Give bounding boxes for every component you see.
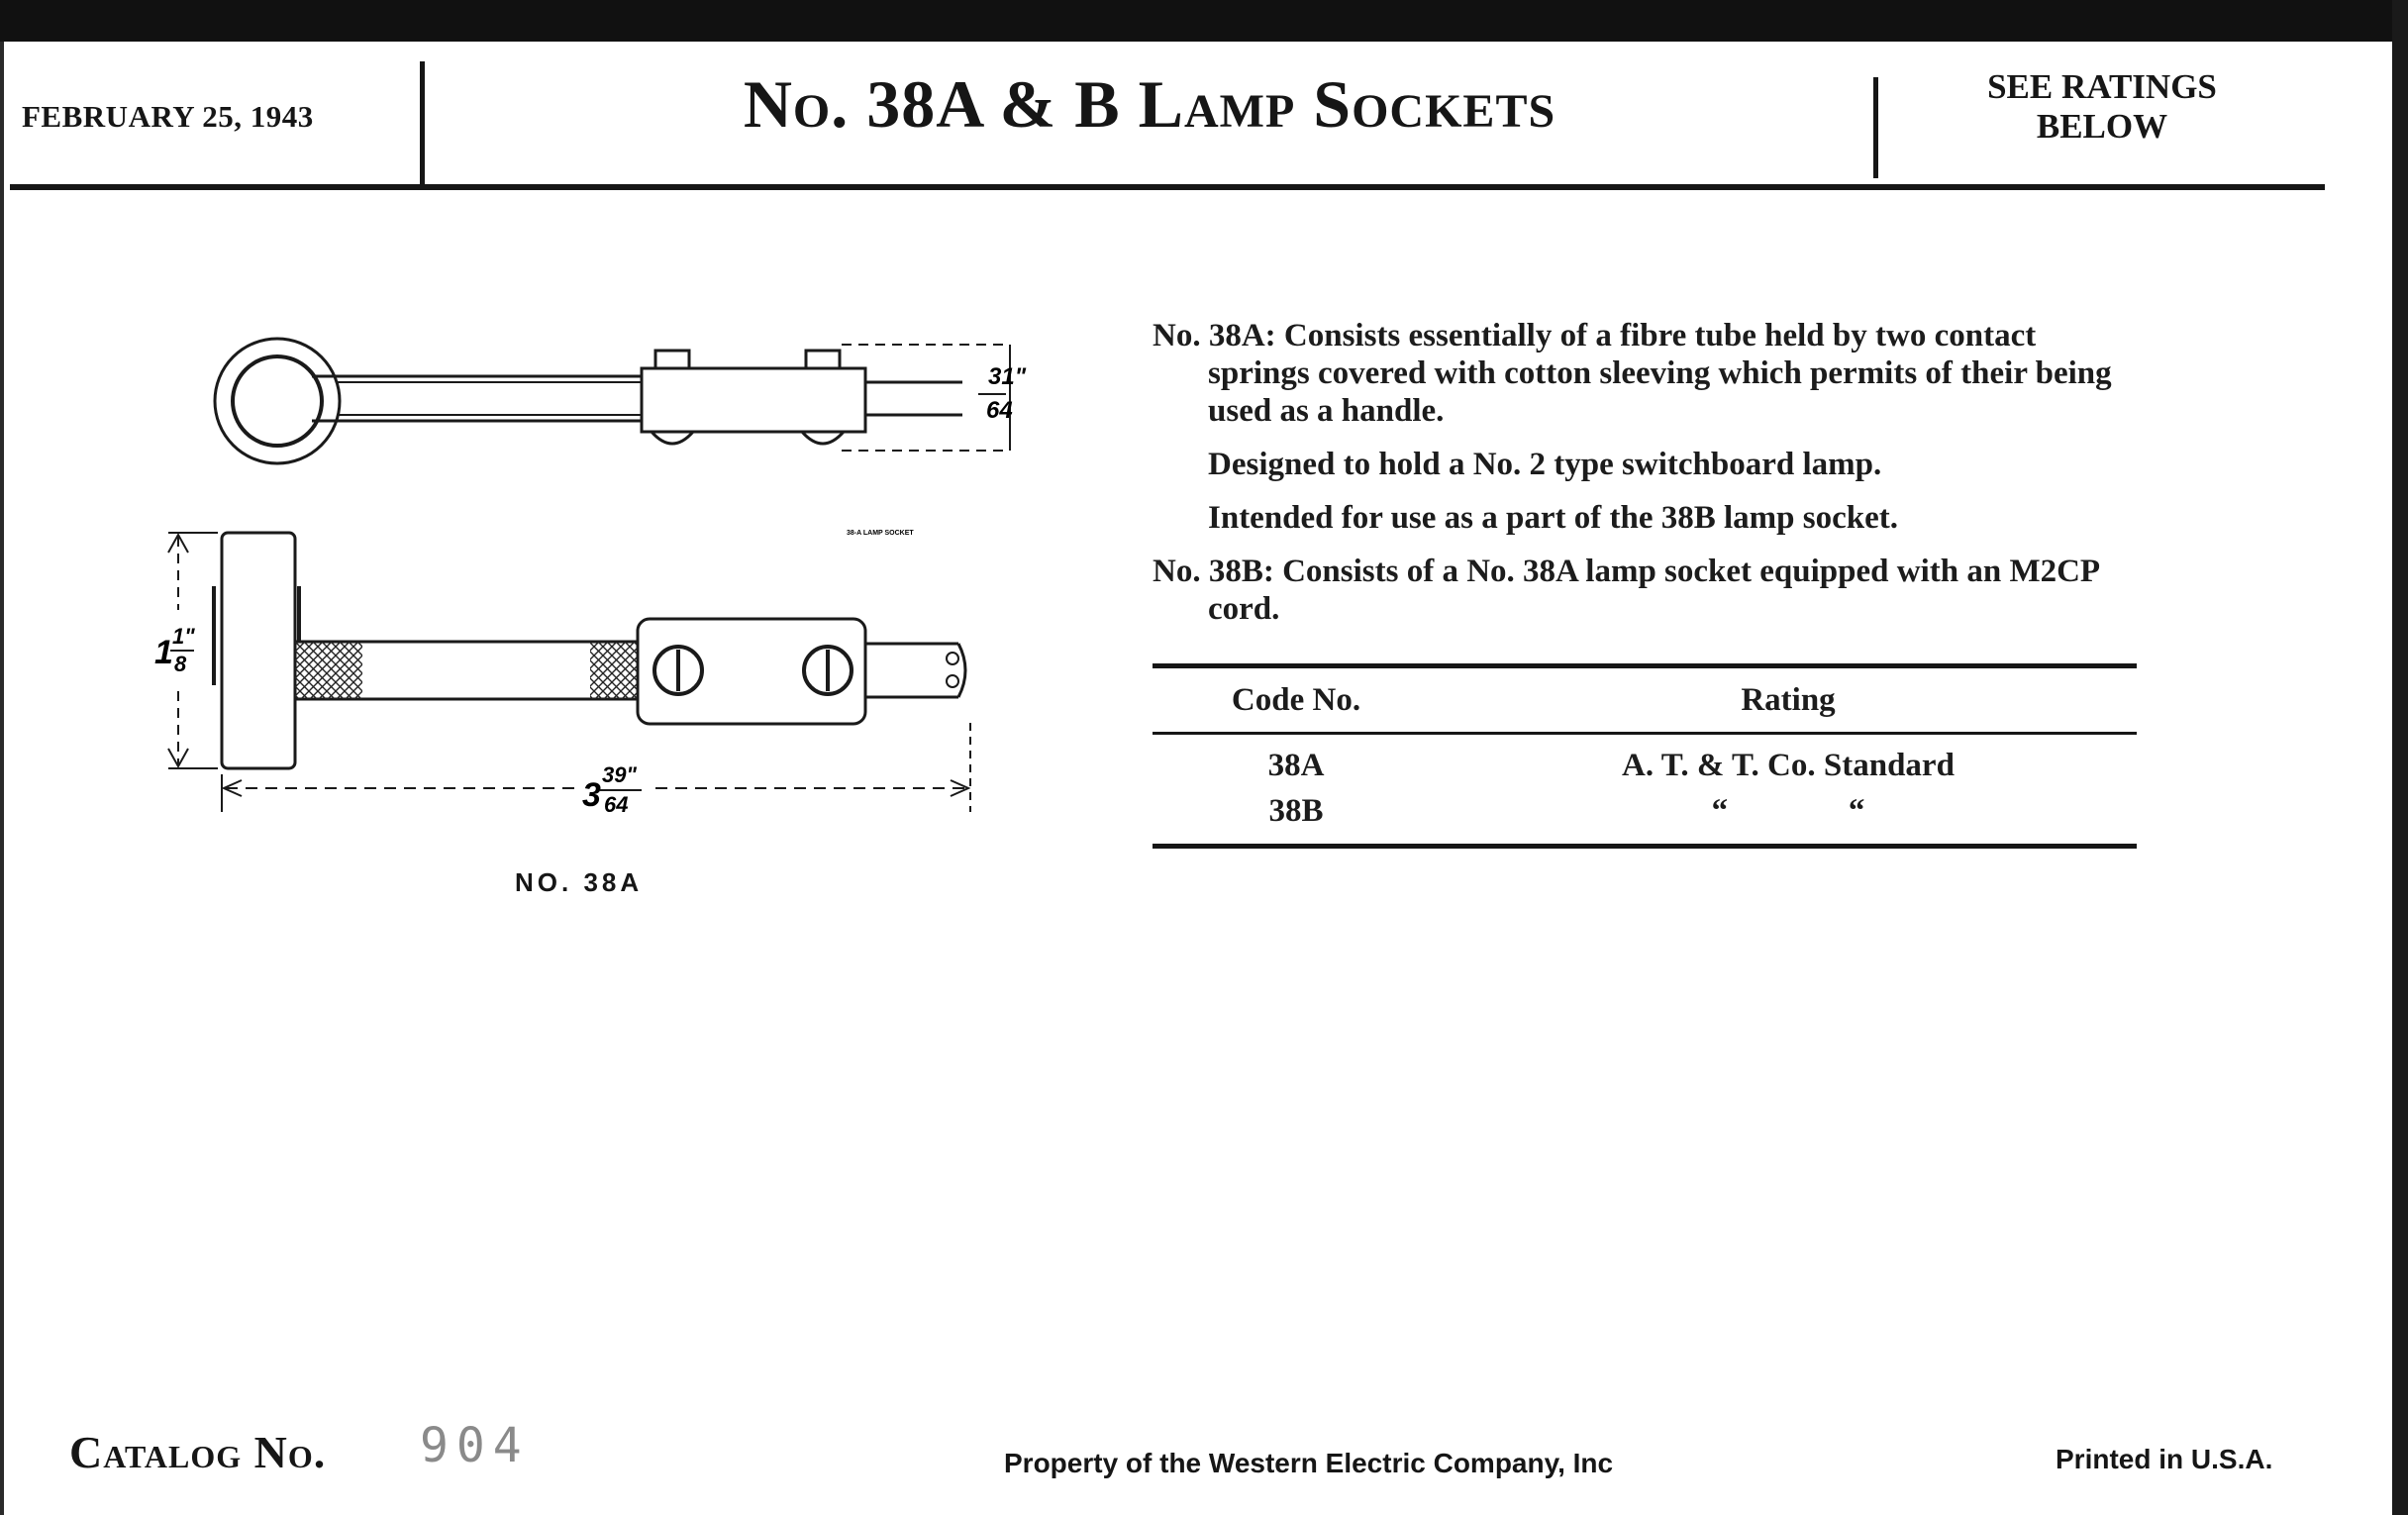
table-header-row xyxy=(1153,668,2137,732)
tiny-socket-label: 38-A LAMP SOCKET xyxy=(847,530,914,537)
length-dim-denominator: 64 xyxy=(604,792,629,817)
top-clamp-block xyxy=(642,368,865,432)
printed-notice: Printed in U.S.A. xyxy=(2056,1444,2273,1474)
table-row xyxy=(1153,743,2137,788)
ratings-table xyxy=(1153,663,2137,849)
catalog-number: 904 xyxy=(420,1418,530,1473)
description-designed: Designed to hold a No. 2 type switchboard lamp. xyxy=(1208,447,1882,482)
row-rating-ditto xyxy=(1440,793,2137,830)
header-divider-left xyxy=(420,61,425,188)
page-title: No. 38A & B Lamp Sockets xyxy=(743,66,1556,142)
header-date: FEBRUARY 25, 1943 xyxy=(22,99,314,134)
description-38b-label: No. 38B: xyxy=(1153,554,1283,589)
catalog-label: Catalog No. xyxy=(69,1427,327,1477)
thickness-dim-numerator: 31" xyxy=(988,363,1027,390)
header-rule xyxy=(10,184,2325,190)
lamp-socket-drawing xyxy=(149,317,1027,817)
ratings-note-line-1: SEE RATINGS xyxy=(1987,67,2217,106)
description-38a xyxy=(1153,317,2139,430)
table-row xyxy=(1153,788,2137,834)
lamp-cup xyxy=(222,533,295,768)
ratings-note-line-2: BELOW xyxy=(2036,107,2168,146)
table-bottom-rule xyxy=(1153,844,2137,849)
description-intended: Intended for use as a part of the 38B lamp socket. xyxy=(1208,500,1898,536)
ring-inner xyxy=(233,356,322,446)
header-divider-right xyxy=(1873,77,1878,178)
length-dim-numerator: 39" xyxy=(602,762,637,787)
ditto-mark: “ xyxy=(1848,792,1865,829)
description-38a-text: Consists essentially of a fibre tube held by two contact springs covered with cotton sleeving which permits of their being used as a handle. xyxy=(1208,318,2112,429)
description-38b-text: Consists of a No. 38A lamp socket equipped with an M2CP cord. xyxy=(1208,554,2099,627)
clamp-block xyxy=(638,619,865,724)
row-code: 38A xyxy=(1267,747,1325,783)
table-body xyxy=(1153,735,2137,844)
header-rating: Rating xyxy=(1741,681,1836,718)
description xyxy=(1153,317,2139,628)
ditto-mark: “ xyxy=(1711,792,1729,829)
header-ratings-note xyxy=(1879,67,2325,147)
scan-left-edge xyxy=(0,42,4,1515)
description-38b xyxy=(1153,553,2139,628)
height-dim-whole: 1 xyxy=(154,634,173,671)
scan-right-border xyxy=(2392,0,2408,1515)
row-code: 38B xyxy=(1268,792,1324,829)
figure-caption: NO. 38A xyxy=(515,867,644,897)
length-dim-whole: 3 xyxy=(582,776,601,814)
header-code-no: Code No. xyxy=(1231,681,1361,718)
side-view xyxy=(168,533,970,812)
description-38a-label: No. 38A: xyxy=(1153,318,1284,354)
property-notice: Property of the Western Electric Company, Inc xyxy=(1004,1448,1614,1478)
thickness-dim-denominator: 64 xyxy=(986,397,1013,424)
height-dim-denominator: 8 xyxy=(174,652,187,676)
row-rating: A. T. & T. Co. Standard xyxy=(1622,747,1955,783)
top-view xyxy=(215,339,1010,463)
height-dim-numerator: 1" xyxy=(172,624,195,649)
scan-top-border xyxy=(0,0,2408,42)
